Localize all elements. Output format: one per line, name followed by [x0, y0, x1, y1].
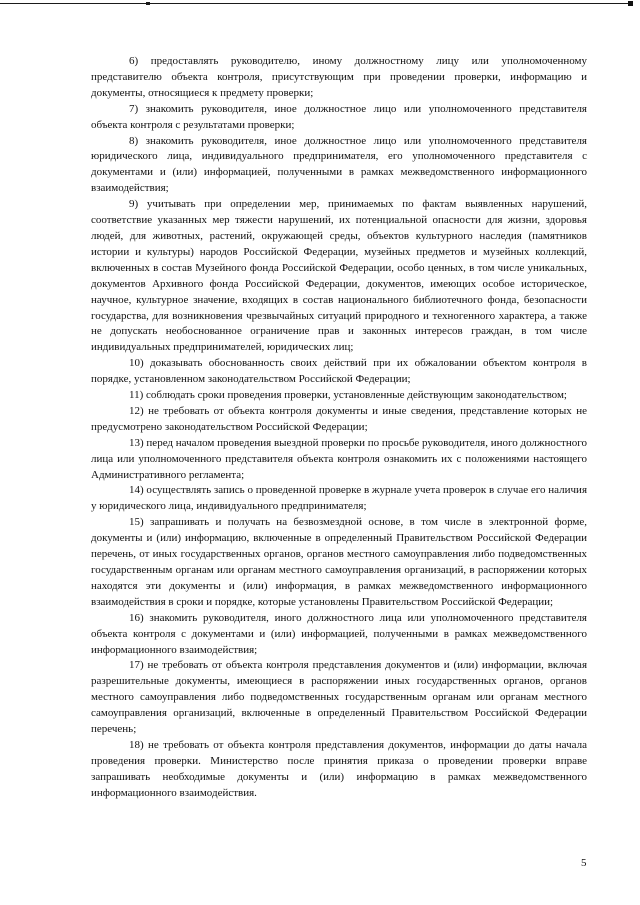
paragraph-item-16: 16) знакомить руководителя, иного должностного лица или уполномоченного представителя объекта контроля с документами и (или) информацией, полученными в рамках межведомственного информационного взаимодействия; [91, 611, 587, 656]
paragraph-item-14: 14) осуществлять запись о проведенной проверке в журнале учета проверок в случае его наличия у юридического лица, индивидуального предпринимателя; [91, 484, 587, 513]
paragraph-item-13: 13) перед началом проведения выездной проверки по просьбе руководителя, иного должностного лица или уполномоченного представителя объекта контроля ознакомить их с положениями настоящего Административного регламента; [91, 436, 587, 481]
paragraph-item-15: 15) запрашивать и получать на безвозмездной основе, в том числе в электронной форме, документы и (или) информацию, включенные в определенный Правительством Российской Федерации перечень, от иных государственных органов, органов местного самоуправления либо подведомственных государственным органам или органам местного самоуправления организаций, в распоряжении которых находятся эти документы и (или) информация, в рамках межведомственного информационного взаимодействия в сроки и порядке, которые установлены Правительством Российской Федерации; [91, 516, 587, 608]
paragraph-item-8: 8) знакомить руководителя, иное должностное лицо или уполномоченного представителя юридического лица, индивидуального предпринимателя, его уполномоченного представителя с документами и (или) информацией, полученными в рамках межведомственного информационного взаимодействия; [91, 134, 587, 195]
paragraph-item-9: 9) учитывать при определении мер, принимаемых по фактам выявленных нарушений, соответствие указанных мер тяжести нарушений, их потенциальной опасности для жизни, здоровья людей, для животных, растений, окружающей среды, объектов культурного наследия (памятников истории и культуры) народов Российской Федерации, музейных предметов и музейных коллекций, включенных в состав Музейного фонда Российской Федерации, особо ценных, в том числе уникальных, документов Архивного фонда Российской Федерации, документов, имеющих особое историческое, научное, культурное значение, входящих в состав национального библиотечного фонда, безопасности государства, для возникновения чрезвычайных ситуаций природного и техногенного характера, а также не допускать необоснованное ограничение прав и законных интересов граждан, в том числе индивидуальных предпринимателей, юридических лиц; [91, 198, 587, 354]
paragraph-item-7: 7) знакомить руководителя, иное должностное лицо или уполномоченного представителя объекта контроля с результатами проверки; [91, 102, 587, 131]
paragraph-item-17: 17) не требовать от объекта контроля представления документов и (или) информации, включая разрешительные документы, имеющиеся в распоряжении иных государственных органов, органов местного самоуправления либо подведомственных государственным органам или органам местного самоуправления организаций, включенные в определенный Правительством Российской Федерации перечень; [91, 659, 587, 736]
paragraph-item-10: 10) доказывать обоснованность своих действий при их обжаловании объектом контроля в порядке, установленном законодательством Российской Федерации; [91, 357, 587, 386]
page-number: 5 [581, 857, 587, 869]
document-body [91, 54, 587, 802]
scan-border-mark [146, 2, 150, 5]
paragraph-item-6: 6) предоставлять руководителю, иному должностному лицу или уполномоченному представителю объекта контроля, присутствующим при проведении проверки, информацию и документы, относящиеся к предмету проверки; [91, 55, 587, 99]
paragraph-item-18: 18) не требовать от объекта контроля представления документов, информации до даты начала проведения проверки. Министерство после принятия приказа о проведении проверки вправе запрашивать необходимые документы и (или) информацию в рамках межведомственного информационного взаимодействия. [91, 738, 587, 799]
scan-border-line [0, 3, 632, 4]
scan-corner-mark [628, 1, 633, 6]
paragraph-item-12: 12) не требовать от объекта контроля документы и иные сведения, представление которых не предусмотрено законодательством Российской Федерации; [91, 404, 587, 433]
paragraph-item-11: 11) соблюдать сроки проведения проверки, установленные действующим законодательством; [129, 389, 567, 402]
